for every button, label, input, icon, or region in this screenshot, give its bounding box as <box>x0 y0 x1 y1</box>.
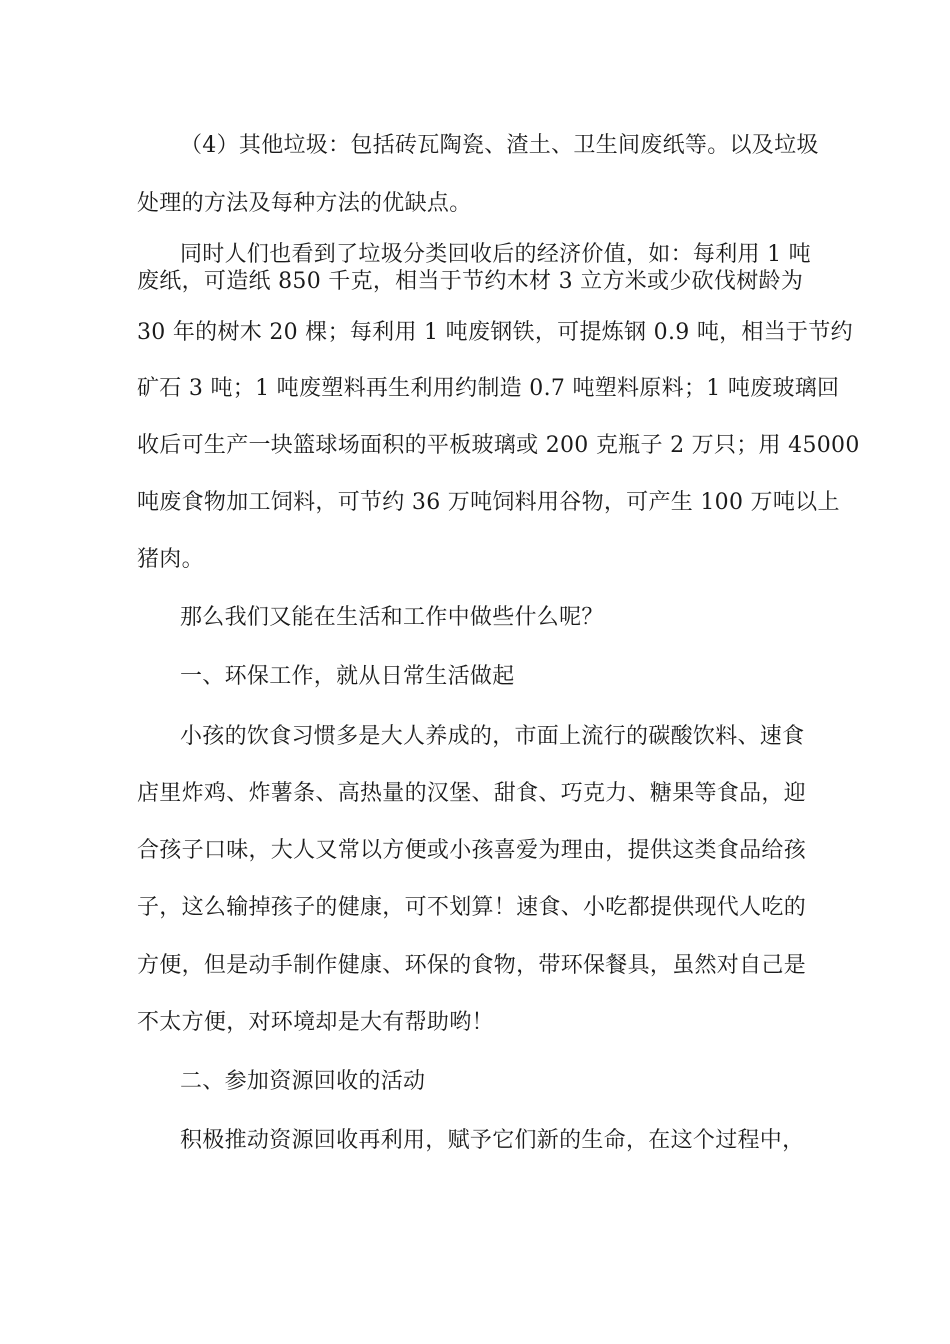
text-line: 不太方便，对环境却是大有帮助哟！ <box>137 1010 494 1035</box>
text-line: 吨废食物加工饲料，可节约 36 万吨饲料用谷物，可产生 100 万吨以上 <box>137 490 840 515</box>
text-line: 店里炸鸡、炸薯条、高热量的汉堡、甜食、巧克力、糖果等食品，迎 <box>137 781 807 806</box>
section-heading: 二、参加资源回收的活动 <box>180 1069 426 1094</box>
text-line: 处理的方法及每种方法的优缺点。 <box>137 191 472 216</box>
text-line: 矿石 3 吨；1 吨废塑料再生利用约制造 0.7 吨塑料原料；1 吨废玻璃回 <box>137 376 840 401</box>
text-line: （4）其他垃圾：包括砖瓦陶瓷、渣土、卫生间废纸等。以及垃圾 <box>180 133 819 158</box>
text-line: 子，这么输掉孩子的健康，可不划算！速食、小吃都提供现代人吃的 <box>137 895 807 920</box>
text-line: 猪肉。 <box>137 547 204 572</box>
section-heading: 一、环保工作，就从日常生活做起 <box>180 664 515 689</box>
text-line: 废纸，可造纸 850 千克，相当于节约木材 3 立方米或少砍伐树龄为 <box>137 269 804 294</box>
text-line: 30 年的树木 20 棵；每利用 1 吨废钢铁，可提炼钢 0.9 吨，相当于节约 <box>137 320 853 345</box>
text-line: 收后可生产一块篮球场面积的平板玻璃或 200 克瓶子 2 万只；用 45000 <box>137 433 860 458</box>
text-line: 那么我们又能在生活和工作中做些什么呢？ <box>180 605 604 630</box>
text-line: 同时人们也看到了垃圾分类回收后的经济价值，如：每利用 1 吨 <box>180 242 811 267</box>
text-line: 方便，但是动手制作健康、环保的食物，带环保餐具，虽然对自己是 <box>137 953 807 978</box>
text-line: 合孩子口味，大人又常以方便或小孩喜爱为理由，提供这类食品给孩 <box>137 838 807 863</box>
text-line: 积极推动资源回收再利用，赋予它们新的生命，在这个过程中， <box>180 1128 805 1153</box>
text-line: 小孩的饮食习惯多是大人养成的，市面上流行的碳酸饮料、速食 <box>180 724 805 749</box>
